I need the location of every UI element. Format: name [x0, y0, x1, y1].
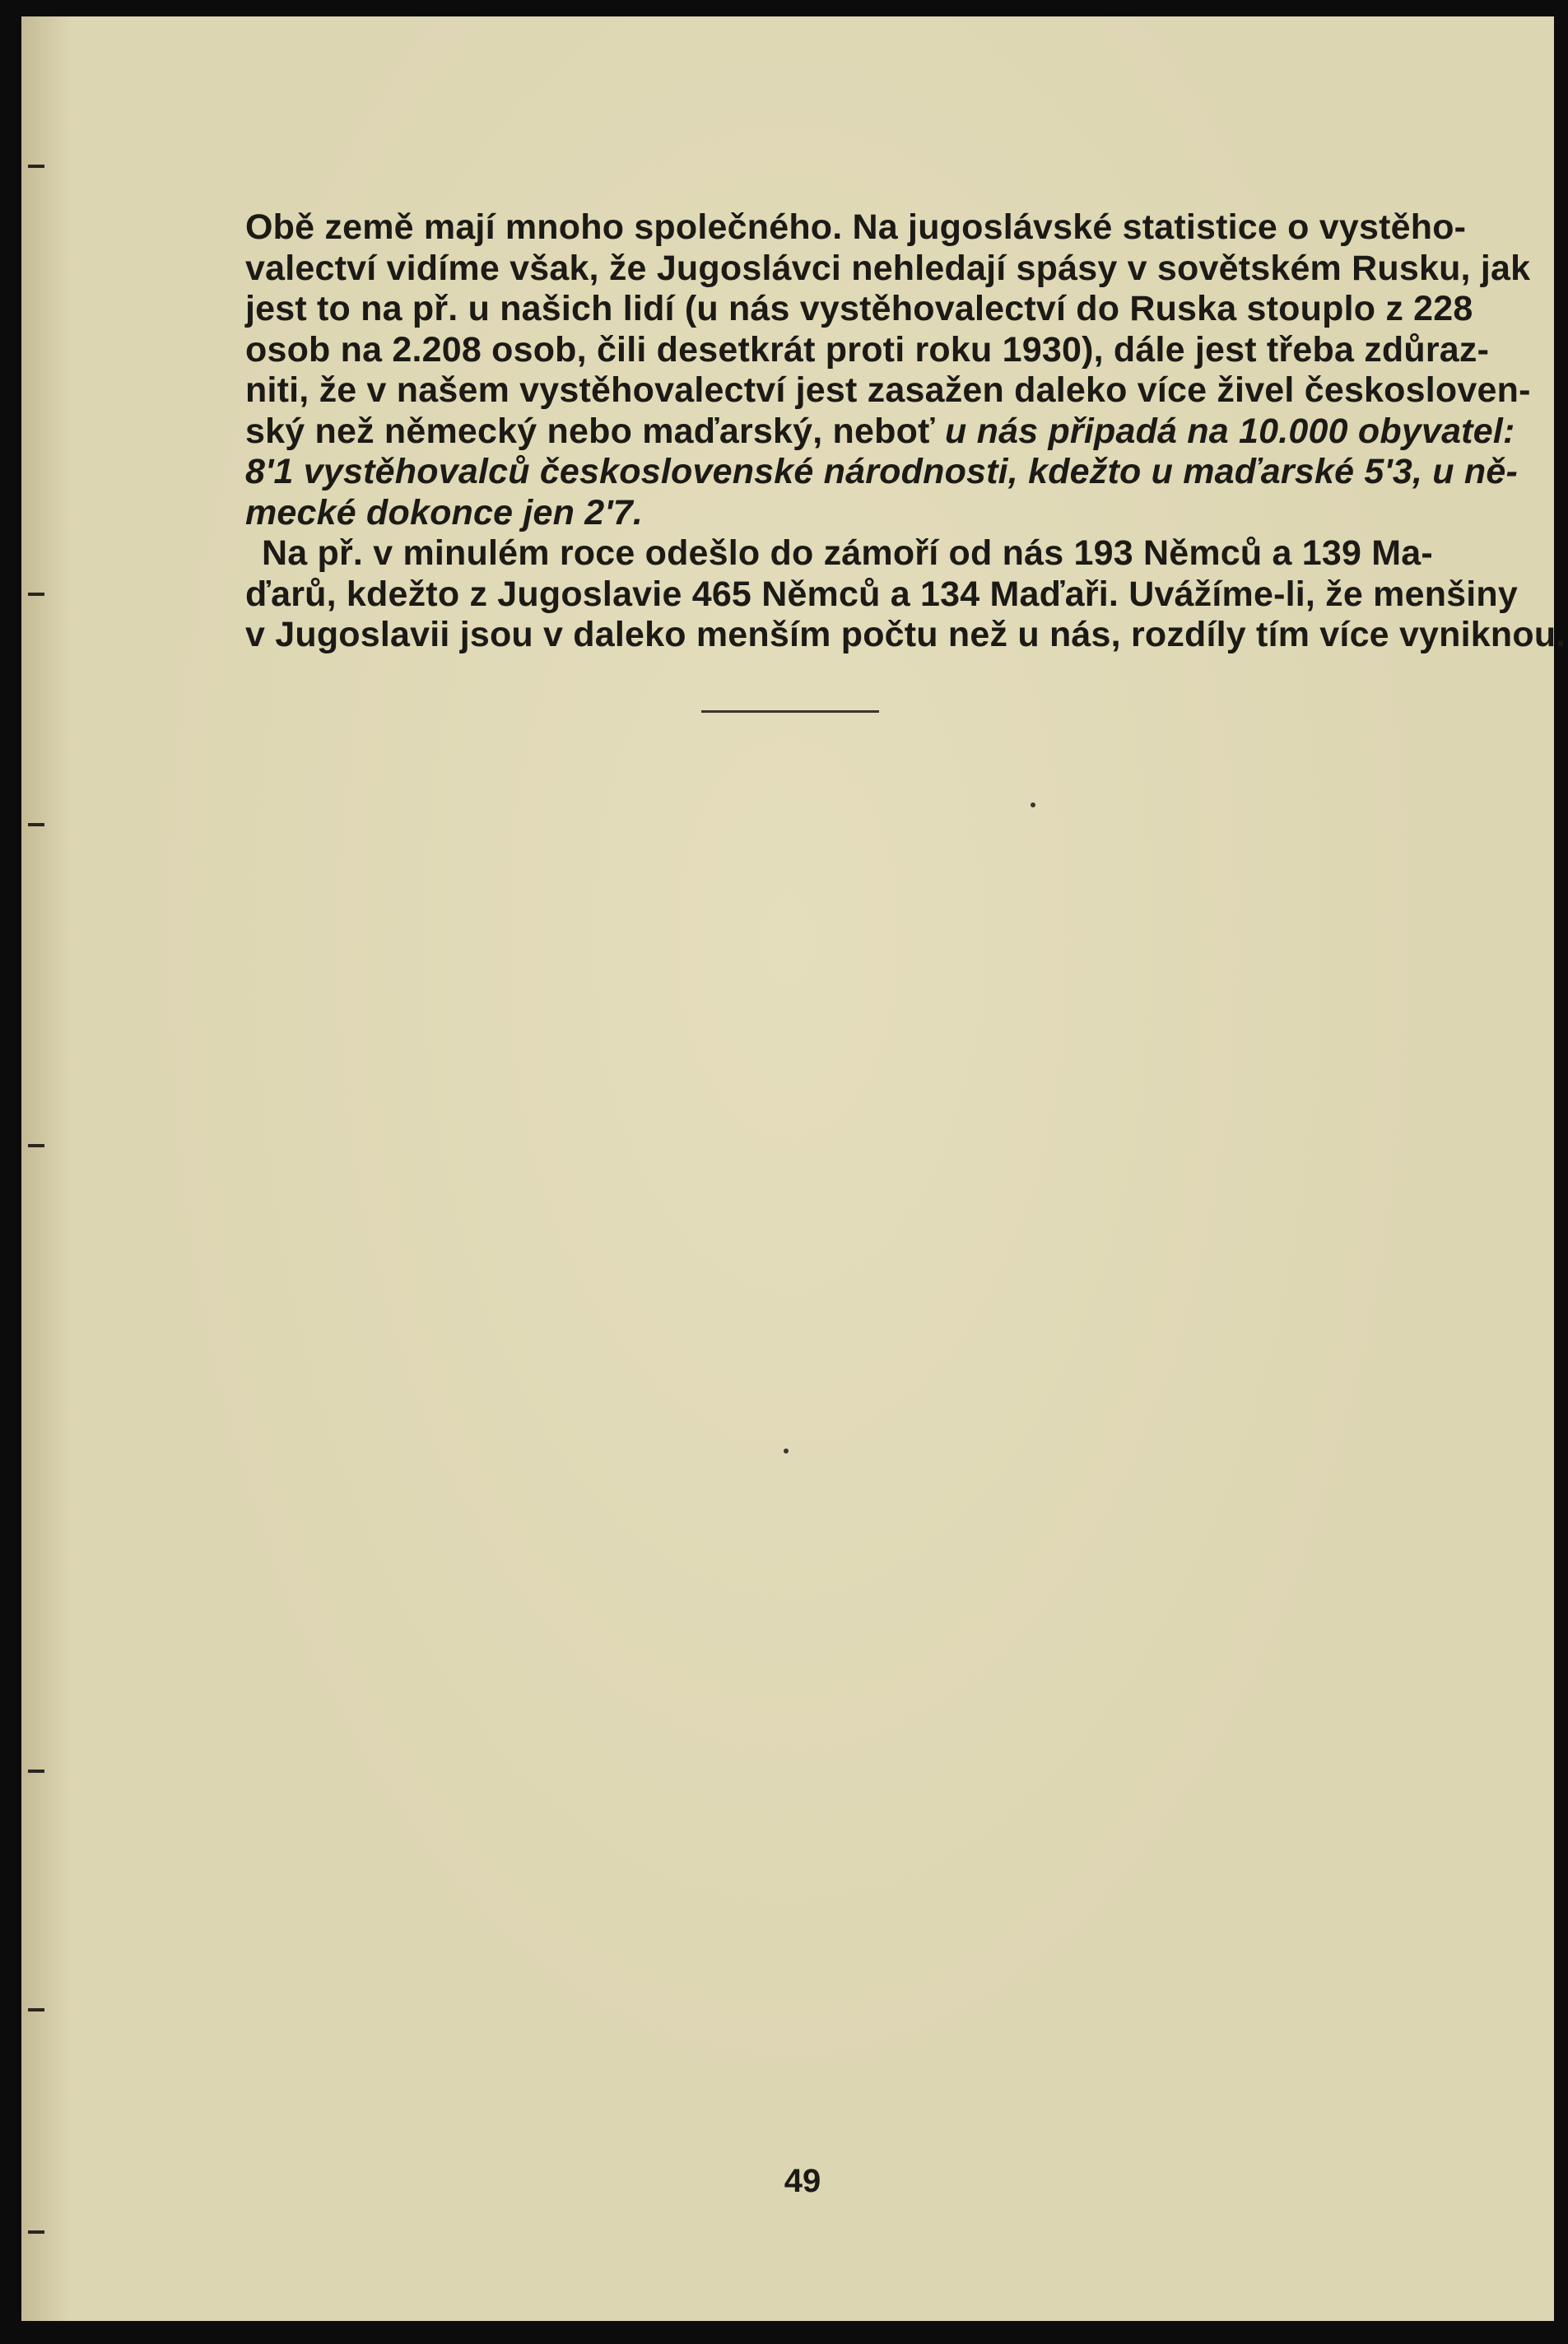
text: Obě země mají mnoho společného. Na jugoslávské statistice o vystěho- [245, 207, 1467, 247]
text-line [245, 207, 1467, 249]
text: osob na 2.208 osob, čili desetkrát proti roku 1930), dále jest třeba zdůraz- [245, 329, 1490, 370]
text: ďarů, kdežto z Jugoslavie 465 Němců a 134 Maďaři. Uvážíme-li, že menšiny [245, 574, 1519, 614]
text-line [245, 248, 1531, 290]
text-line [245, 452, 1519, 493]
section-divider-rule [701, 710, 879, 713]
text-line [245, 615, 1566, 656]
paragraph [245, 207, 1531, 533]
paper-speck [784, 1449, 789, 1453]
binding-marks [28, 49, 44, 2337]
italic-text: 8'1 vystěhovalců československé národnosti, kdežto u maďarské 5'3, u ně- [245, 452, 1519, 491]
text: valectví vidíme však, že Jugoslávci nehledají spásy v sovětském Rusku, jak [245, 248, 1531, 288]
italic-text: u nás připadá na 10.000 obyvatel: [945, 411, 1515, 451]
text-line [245, 329, 1490, 371]
page-number: 49 [784, 2163, 821, 2199]
text-line [245, 574, 1519, 616]
text: v Jugoslavii jsou v daleko menším počtu než u nás, rozdíly tím více vyniknou. [245, 615, 1566, 654]
paragraph [245, 533, 1566, 656]
paper-speck [1031, 802, 1035, 807]
text-line [245, 533, 1433, 574]
text-line [245, 411, 1515, 453]
text: Na př. v minulém roce odešlo do zámoří od nás 193 Němců a 139 Ma- [262, 533, 1433, 573]
text-line [245, 493, 1411, 534]
text: ský než německý nebo maďarský, neboť [245, 411, 945, 451]
text-line [245, 370, 1531, 412]
text: jest to na př. u našich lidí (u nás vystěhovalectví do Ruska stouplo z 228 [245, 289, 1473, 328]
text-line [245, 289, 1473, 330]
italic-text: mecké dokonce jen 2'7. [245, 492, 644, 533]
text: niti, že v našem vystěhovalectví jest zasažen daleko více živel českosloven- [245, 370, 1531, 410]
body-text [245, 207, 1566, 656]
